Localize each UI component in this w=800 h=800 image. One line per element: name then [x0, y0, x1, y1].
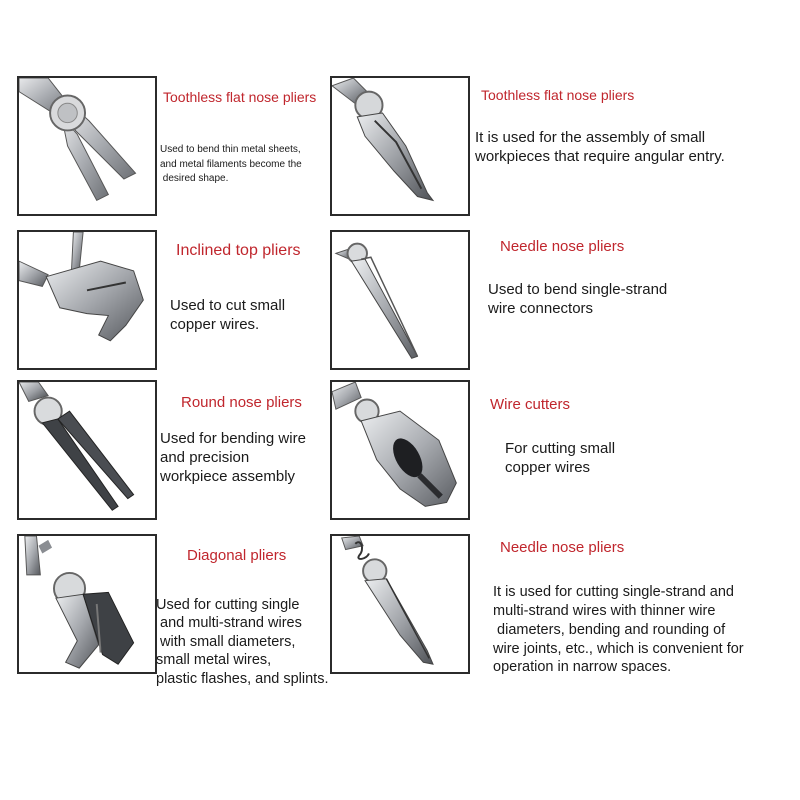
tool-photo-frame	[330, 230, 470, 370]
tool-description: Used for bending wire and precision workpiece assembly	[160, 430, 306, 485]
tool-photo-frame	[330, 380, 470, 520]
tool-description: It is used for the assembly of small workpieces that require angular entry.	[475, 129, 725, 165]
diagonal-pliers-icon	[19, 536, 155, 672]
tool-title: Inclined top pliers	[176, 242, 301, 259]
tool-photo-frame	[17, 534, 157, 674]
tool-photo-frame	[330, 76, 470, 216]
tool-photo-frame	[17, 230, 157, 370]
flat-nose-pliers-icon	[19, 78, 155, 214]
tool-title: Toothless flat nose pliers	[163, 89, 317, 105]
tool-description: Used to bend single-strand wire connectors	[488, 281, 668, 317]
tool-title: Needle nose pliers	[500, 238, 625, 255]
tool-title: Needle nose pliers	[500, 539, 625, 556]
tool-description: Used to bend thin metal sheets, and metal filaments become the desired shape.	[160, 144, 302, 184]
tool-photo-frame	[17, 76, 157, 216]
bent-nose-pliers-icon	[332, 78, 468, 214]
round-nose-pliers-icon	[19, 382, 155, 518]
tool-photo-frame	[17, 380, 157, 520]
tool-title: Wire cutters	[490, 396, 571, 413]
spring-needle-nose-pliers-icon	[332, 536, 468, 672]
tool-description: Used for cutting single and multi-strand wires with small diameters, small metal wires, plastic flashes, and splints.	[156, 597, 329, 687]
wire-cutters-icon	[332, 382, 468, 518]
tool-description: It is used for cutting single-strand and multi-strand wires with thinner wire diameters, bending and rounding of wire joints, etc., which is convenient for operation in narrow spaces.	[493, 584, 744, 676]
tool-description: For cutting small copper wires	[505, 440, 616, 476]
end-cutting-pliers-icon	[19, 232, 155, 368]
tool-title: Diagonal pliers	[187, 547, 287, 564]
tool-photo-frame	[330, 534, 470, 674]
needle-nose-pliers-icon	[332, 232, 468, 368]
tool-title: Toothless flat nose pliers	[481, 87, 635, 103]
tool-title: Round nose pliers	[181, 394, 302, 411]
tool-description: Used to cut small copper wires.	[170, 297, 286, 333]
